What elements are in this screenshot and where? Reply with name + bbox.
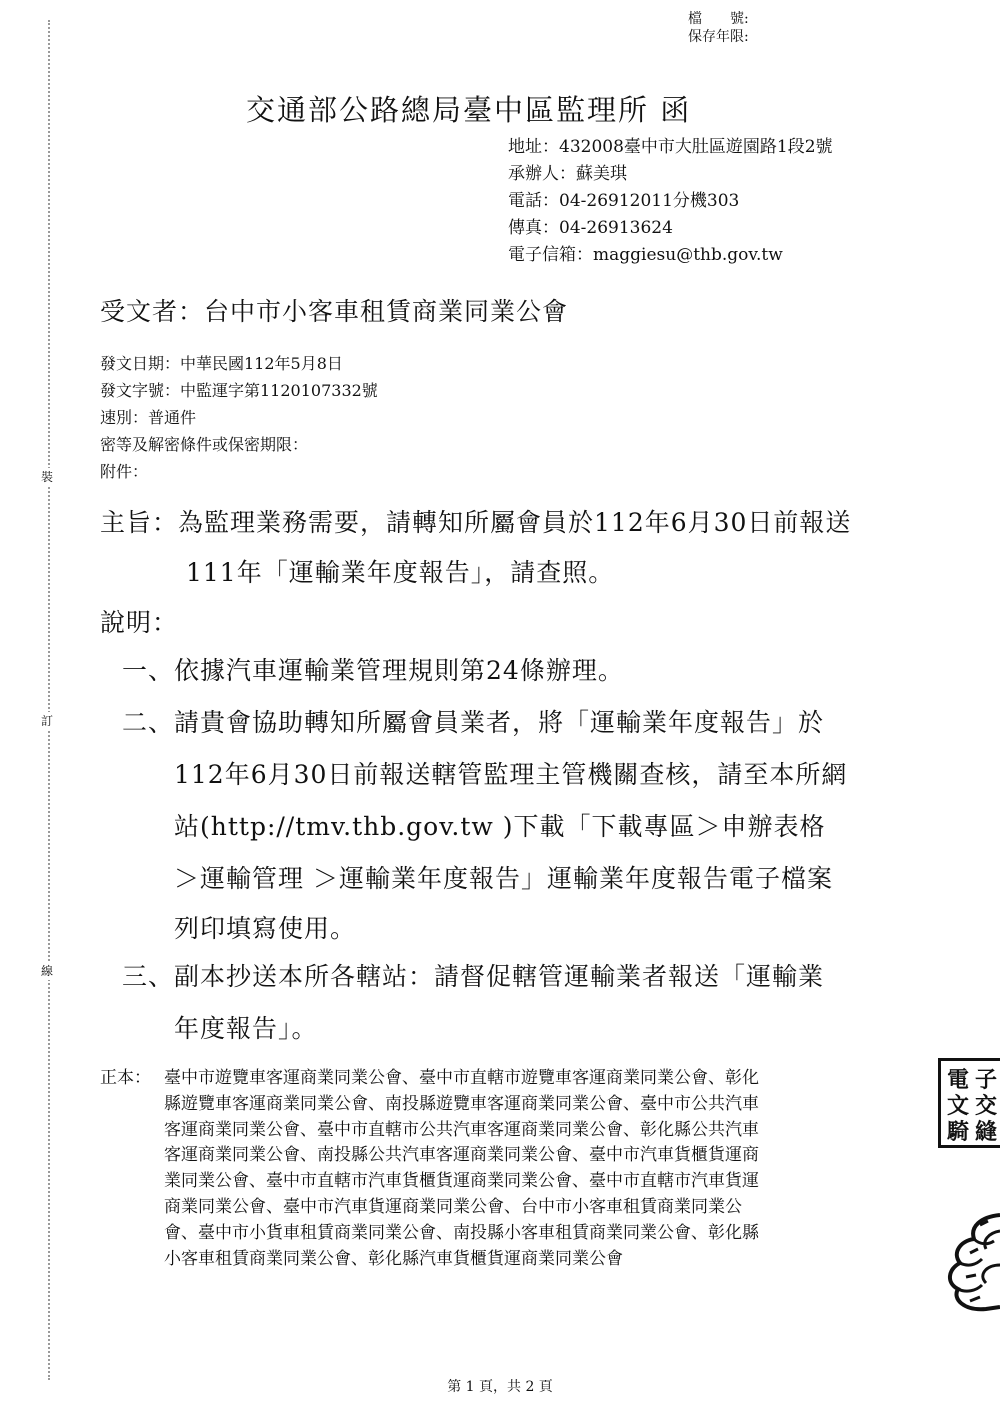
- stamp-char: 縫: [974, 1119, 997, 1145]
- contact-fax: 傳真：04-26913624: [508, 218, 673, 238]
- cc-line: 客運商業同業公會、臺中市直轄市公共汽車客運商業同業公會、彰化縣公共汽車: [164, 1120, 759, 1140]
- binding-mark-xian: 線: [41, 964, 54, 978]
- recipient: 受文者：台中市小客車租賃商業同業公會: [100, 297, 569, 326]
- contact-phone: 電話：04-26912011分機303: [508, 191, 740, 211]
- explanation-item-3-line-1: 三、副本抄送本所各轄站：請督促轄管運輸業者報送「運輸業: [122, 962, 825, 991]
- explanation-item-2-line-1: 二、請貴會協助轉知所屬會員業者，將「運輸業年度報告」於: [122, 708, 825, 737]
- cc-line: 臺中市遊覽車客運商業同業公會、臺中市直轄市遊覽車客運商業同業公會、彰化: [164, 1068, 759, 1088]
- cc-line: 商業同業公會、臺中市汽車貨運商業同業公會、台中市小客車租賃商業同業公: [164, 1197, 742, 1217]
- electronic-seal-stamp: [938, 1058, 1000, 1148]
- cc-line: 縣遊覽車客運商業同業公會、南投縣遊覽車客運商業同業公會、臺中市公共汽車: [164, 1094, 759, 1114]
- cc-line: 業同業公會、臺中市直轄市汽車貨櫃貨運商業同業公會、臺中市直轄市汽車貨運: [164, 1171, 759, 1191]
- contact-handler: 承辦人：蘇美琪: [508, 164, 627, 184]
- contact-email: 電子信箱：maggiesu@thb.gov.tw: [508, 245, 783, 265]
- subject-line-1: 主旨：為監理業務需要，請轉知所屬會員於112年6月30日前報送: [100, 508, 852, 537]
- contact-address: 地址：432008臺中市大肚區遊園路1段2號: [508, 137, 833, 157]
- secrecy-level: 密等及解密條件或保密期限：: [100, 435, 309, 454]
- retention-label: 保存年限:: [688, 29, 749, 45]
- delivery-speed: 速別：普通件: [100, 408, 197, 427]
- explanation-item-2-line-2: 112年6月30日前報送轄管監理主管機關查核，請至本所網: [174, 760, 848, 789]
- explanation-item-2-line-3: 站(http://tmv.thb.gov.tw )下載「下載專區＞申辦表格: [174, 812, 826, 841]
- stamp-char: 騎: [946, 1119, 969, 1145]
- cc-line: 客運商業同業公會、南投縣公共汽車客運商業同業公會、臺中市汽車貨櫃貨運商: [164, 1145, 759, 1165]
- page-number-footer: 第 1 頁，共 2 頁: [447, 1379, 553, 1395]
- cc-line: 小客車租賃商業同業公會、彰化縣汽車貨櫃貨運商業同業公會: [164, 1249, 623, 1269]
- explanation-item-3-line-2: 年度報告」。: [174, 1014, 318, 1043]
- explanation-item-2-line-4: ＞運輸管理 ＞運輸業年度報告」運輸業年度報告電子檔案: [174, 864, 833, 893]
- issue-date: 發文日期：中華民國112年5月8日: [100, 354, 343, 373]
- document-title: 交通部公路總局臺中區監理所 函: [246, 93, 692, 127]
- stamp-char: 子: [974, 1067, 997, 1093]
- cc-label: 正本：: [100, 1068, 151, 1088]
- attachment: 附件：: [100, 462, 149, 481]
- stamp-char: 交: [974, 1093, 997, 1119]
- binding-mark-zhuang: 裝: [41, 470, 54, 484]
- explanation-item-2-line-5: 列印填寫使用。: [174, 914, 357, 943]
- binding-mark-ding: 訂: [41, 714, 54, 728]
- stamp-char: 文: [946, 1093, 969, 1119]
- document-number: 發文字號：中監運字第1120107332號: [100, 381, 378, 400]
- file-number-label: 檔 號:: [688, 11, 749, 27]
- subject-line-2: 111年「運輸業年度報告」，請查照。: [186, 558, 615, 587]
- stamp-char: 電: [946, 1067, 969, 1093]
- explanation-heading: 說明：: [100, 608, 179, 637]
- binding-dotted-line: [48, 20, 50, 1380]
- seal-fragment-icon: [930, 1205, 1000, 1315]
- explanation-item-1: 一、依據汽車運輸業管理規則第24條辦理。: [122, 656, 624, 685]
- cc-line: 會、臺中市小貨車租賃商業同業公會、南投縣小客車租賃商業同業公會、彰化縣: [164, 1223, 759, 1243]
